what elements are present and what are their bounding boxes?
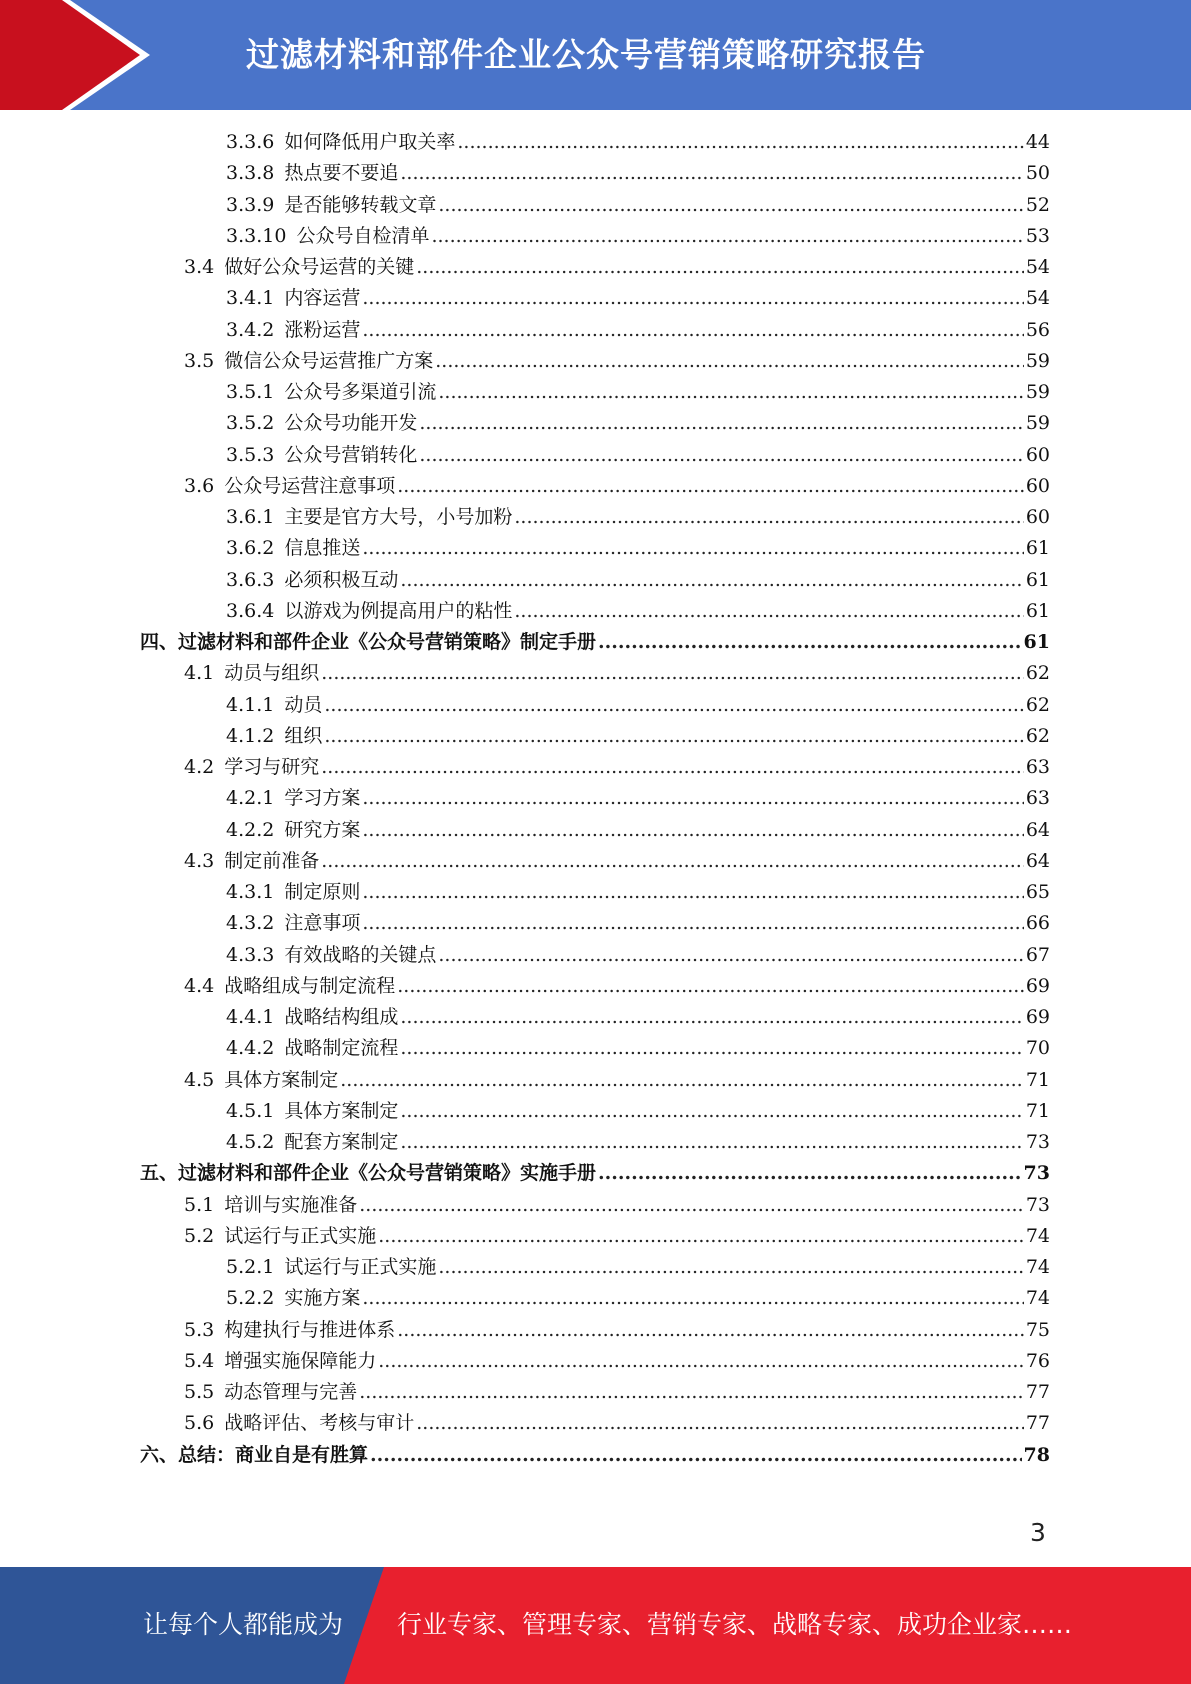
toc-entry-number: 5.2.1: [226, 1256, 275, 1278]
toc-entry-number: 3.3.6: [226, 131, 275, 153]
toc-entry-number: 5.4: [184, 1349, 215, 1372]
toc-entry-page: 61: [1025, 599, 1050, 622]
toc-entry-title: 培训与实施准备: [224, 1193, 358, 1216]
toc-entry[interactable]: [140, 1002, 1050, 1033]
toc-leader-dots: [419, 440, 1023, 471]
toc-entry-title: 配套方案制定: [284, 1131, 399, 1153]
toc-entry-number: 3.6.1: [226, 506, 275, 528]
toc-entry-page: 59: [1025, 412, 1050, 435]
toc-leader-dots: [435, 346, 1024, 377]
toc-leader-dots: [457, 127, 1023, 158]
toc-leader-dots: [362, 1283, 1023, 1314]
toc-entry-page: 75: [1025, 1318, 1050, 1341]
toc-entry-title: 公众号自检清单: [296, 224, 430, 247]
toc-entry[interactable]: [140, 471, 1050, 502]
toc-entry-page: 50: [1025, 162, 1050, 185]
page-header: [0, 0, 1191, 110]
toc-leader-dots: [321, 752, 1024, 783]
toc-entry-page: 63: [1025, 787, 1050, 810]
toc-entry[interactable]: [140, 783, 1050, 814]
toc-leader-dots: [438, 940, 1023, 971]
toc-entry-page: 44: [1025, 131, 1050, 153]
toc-entry[interactable]: [140, 283, 1050, 314]
toc-entry-number: 4.4.1: [226, 1006, 275, 1028]
toc-entry-title: 学习与研究: [224, 756, 320, 778]
toc-entry-page: 62: [1025, 724, 1050, 747]
toc-entry-page: 73: [1023, 1162, 1050, 1185]
toc-entry-title: 研究方案: [284, 818, 361, 841]
toc-entry-title: 必须积极互动: [284, 568, 399, 591]
toc-entry-number: 3.5.3: [226, 443, 275, 466]
toc-leader-dots: [514, 596, 1023, 627]
toc-entry-title: 公众号功能开发: [284, 412, 418, 435]
toc-entry[interactable]: [140, 658, 1050, 689]
toc-leader-dots: [400, 1033, 1023, 1064]
toc-entry-number: 3.6.3: [226, 568, 275, 591]
toc-entry-number: 3.6: [184, 474, 215, 497]
toc-leader-dots: [438, 377, 1023, 408]
toc-leader-dots: [431, 221, 1023, 252]
toc-entry[interactable]: [140, 1065, 1050, 1096]
toc-entry-page: 69: [1025, 1006, 1050, 1028]
toc-entry[interactable]: [140, 315, 1050, 346]
toc-entry[interactable]: [140, 190, 1050, 221]
toc-entry[interactable]: [140, 1315, 1050, 1346]
toc-entry-title: 战略组成与制定流程: [224, 974, 396, 997]
toc-leader-dots: [324, 690, 1023, 721]
toc-entry-number: 3.4: [184, 256, 215, 278]
toc-leader-dots: [359, 1377, 1024, 1408]
toc-entry-page: 59: [1025, 381, 1050, 403]
toc-leader-dots: [321, 846, 1024, 877]
toc-leader-dots: [362, 283, 1023, 314]
toc-leader-dots: [370, 1440, 1022, 1471]
table-of-contents: [140, 127, 1050, 1471]
toc-leader-dots: [419, 408, 1023, 439]
toc-entry-title: 增强实施保障能力: [224, 1349, 377, 1372]
toc-entry-title: 组织: [284, 724, 323, 747]
toc-leader-dots: [378, 1346, 1024, 1377]
toc-leader-dots: [400, 1002, 1023, 1033]
toc-entry-page: 76: [1025, 1349, 1050, 1372]
toc-entry-title: 内容运营: [284, 287, 361, 310]
toc-entry-page: 78: [1023, 1443, 1050, 1466]
toc-leader-dots: [362, 533, 1023, 564]
toc-entry-title: 公众号多渠道引流: [284, 381, 437, 403]
toc-entry[interactable]: [140, 752, 1050, 783]
toc-entry-page: 74: [1025, 1224, 1050, 1247]
toc-entry[interactable]: [140, 1408, 1050, 1439]
toc-entry-page: 64: [1025, 849, 1050, 872]
toc-entry-page: 71: [1025, 1099, 1050, 1122]
toc-leader-dots: [362, 877, 1023, 908]
toc-entry-title: 六、总结：商业自是有胜算: [140, 1443, 369, 1466]
toc-entry[interactable]: [140, 1440, 1050, 1471]
toc-leader-dots: [340, 1065, 1024, 1096]
toc-entry-number: 4.5.2: [226, 1131, 275, 1153]
toc-leader-dots: [400, 158, 1023, 189]
toc-entry-page: 67: [1025, 943, 1050, 966]
toc-entry-title: 制定原则: [284, 881, 361, 903]
toc-entry-number: 5.1: [184, 1193, 215, 1216]
toc-entry-page: 54: [1025, 287, 1050, 310]
toc-entry-title: 以游戏为例提高用户的粘性: [284, 599, 513, 622]
toc-entry-page: 60: [1025, 506, 1050, 528]
toc-entry-title: 是否能够转载文章: [284, 193, 437, 216]
toc-entry-number: 3.6.2: [226, 537, 275, 560]
toc-entry[interactable]: [140, 533, 1050, 564]
toc-entry[interactable]: [140, 721, 1050, 752]
toc-entry-page: 70: [1025, 1037, 1050, 1060]
toc-leader-dots: [359, 1190, 1024, 1221]
toc-entry[interactable]: [140, 502, 1050, 533]
toc-entry-page: 77: [1025, 1381, 1050, 1403]
toc-entry-page: 54: [1025, 256, 1050, 278]
toc-entry-title: 战略结构组成: [284, 1006, 399, 1028]
toc-entry-page: 69: [1025, 974, 1050, 997]
toc-entry-page: 61: [1025, 568, 1050, 591]
toc-entry-number: 4.3: [184, 849, 215, 872]
toc-leader-dots: [598, 627, 1022, 658]
toc-entry-page: 65: [1025, 881, 1050, 903]
toc-leader-dots: [416, 1408, 1024, 1439]
toc-entry-page: 61: [1023, 631, 1050, 653]
toc-entry-title: 公众号营销转化: [284, 443, 418, 466]
toc-leader-dots: [416, 252, 1024, 283]
toc-entry-number: 3.3.10: [226, 224, 287, 247]
toc-entry-page: 74: [1025, 1256, 1050, 1278]
toc-entry[interactable]: [140, 971, 1050, 1002]
toc-leader-dots: [362, 908, 1023, 939]
toc-entry-number: 4.2.1: [226, 787, 275, 810]
toc-entry[interactable]: [140, 1096, 1050, 1127]
toc-entry-title: 热点要不要追: [284, 162, 399, 185]
toc-entry-page: 73: [1025, 1131, 1050, 1153]
toc-entry-title: 学习方案: [284, 787, 361, 810]
toc-entry-page: 71: [1025, 1068, 1050, 1091]
toc-entry-title: 动态管理与完善: [224, 1381, 358, 1403]
toc-leader-dots: [400, 565, 1023, 596]
toc-entry[interactable]: [140, 408, 1050, 439]
toc-entry-title: 公众号运营注意事项: [224, 474, 396, 497]
toc-entry[interactable]: [140, 1221, 1050, 1252]
toc-entry-page: 60: [1025, 474, 1050, 497]
report-title: 过滤材料和部件企业公众号营销策略研究报告: [246, 35, 926, 74]
toc-entry-number: 4.5: [184, 1068, 215, 1091]
toc-leader-dots: [397, 971, 1024, 1002]
toc-entry-title: 五、过滤材料和部件企业《公众号营销策略》实施手册: [140, 1162, 597, 1185]
toc-entry-page: 74: [1025, 1287, 1050, 1310]
toc-entry[interactable]: [140, 627, 1050, 658]
toc-leader-dots: [438, 190, 1023, 221]
toc-entry[interactable]: [140, 221, 1050, 252]
toc-entry[interactable]: [140, 127, 1050, 158]
footer-slogan: 让每个人都能成为: [143, 1610, 344, 1639]
toc-leader-dots: [400, 1096, 1023, 1127]
toc-entry-number: 5.2.2: [226, 1287, 275, 1310]
toc-entry-number: 4.1.1: [226, 693, 275, 716]
toc-entry[interactable]: [140, 252, 1050, 283]
toc-entry-title: 具体方案制定: [284, 1099, 399, 1122]
toc-entry-number: 4.5.1: [226, 1099, 275, 1122]
toc-entry[interactable]: [140, 565, 1050, 596]
toc-entry-page: 53: [1025, 224, 1050, 247]
page-number: 3: [1030, 1518, 1046, 1547]
footer-roles: 行业专家、管理专家、营销专家、战略专家、成功企业家……: [397, 1610, 1073, 1639]
toc-entry-number: 4.4: [184, 974, 215, 997]
toc-entry[interactable]: [140, 940, 1050, 971]
toc-entry-page: 62: [1025, 662, 1050, 685]
toc-entry-page: 59: [1025, 349, 1050, 372]
toc-entry-title: 试运行与正式实施: [284, 1256, 437, 1278]
toc-entry-page: 63: [1025, 756, 1050, 778]
toc-entry-number: 3.3.9: [226, 193, 275, 216]
toc-entry-number: 5.5: [184, 1381, 215, 1403]
toc-entry-number: 3.4.1: [226, 287, 275, 310]
toc-entry-number: 5.2: [184, 1224, 215, 1247]
toc-entry[interactable]: [140, 1158, 1050, 1189]
toc-entry-number: 4.2.2: [226, 818, 275, 841]
toc-entry[interactable]: [140, 908, 1050, 939]
toc-entry-number: 4.4.2: [226, 1037, 275, 1060]
toc-entry[interactable]: [140, 1190, 1050, 1221]
toc-entry[interactable]: [140, 690, 1050, 721]
toc-entry-number: 3.4.2: [226, 318, 275, 341]
toc-entry-page: 62: [1025, 693, 1050, 716]
toc-entry-number: 3.3.8: [226, 162, 275, 185]
toc-entry-title: 动员: [284, 693, 323, 716]
header-chevron-shape: [0, 0, 160, 110]
toc-entry-title: 制定前准备: [224, 849, 320, 872]
toc-entry-page: 60: [1025, 443, 1050, 466]
toc-entry-title: 做好公众号运营的关键: [224, 256, 415, 278]
toc-entry-number: 4.2: [184, 756, 215, 778]
toc-entry-title: 如何降低用户取关率: [284, 131, 456, 153]
toc-entry-number: 5.3: [184, 1318, 215, 1341]
toc-entry-page: 77: [1025, 1412, 1050, 1435]
toc-entry-title: 主要是官方大号，小号加粉: [284, 506, 513, 528]
toc-entry[interactable]: [140, 1252, 1050, 1283]
toc-leader-dots: [514, 502, 1023, 533]
toc-entry-number: 3.5.1: [226, 381, 275, 403]
toc-entry[interactable]: [140, 1283, 1050, 1314]
toc-entry[interactable]: [140, 1033, 1050, 1064]
toc-entry-page: 56: [1025, 318, 1050, 341]
toc-entry-title: 实施方案: [284, 1287, 361, 1310]
toc-leader-dots: [324, 721, 1023, 752]
toc-entry-page: 73: [1025, 1193, 1050, 1216]
toc-entry-title: 微信公众号运营推广方案: [224, 349, 434, 372]
toc-entry-title: 构建执行与推进体系: [224, 1318, 396, 1341]
toc-entry-number: 4.3.3: [226, 943, 275, 966]
toc-entry-number: 4.3.1: [226, 881, 275, 903]
toc-entry-number: 3.5: [184, 349, 215, 372]
toc-leader-dots: [397, 1315, 1024, 1346]
toc-entry[interactable]: [140, 877, 1050, 908]
toc-entry-title: 动员与组织: [224, 662, 320, 685]
toc-entry-title: 战略制定流程: [284, 1037, 399, 1060]
toc-entry-number: 3.6.4: [226, 599, 275, 622]
toc-entry-page: 66: [1025, 912, 1050, 935]
toc-leader-dots: [362, 315, 1023, 346]
toc-leader-dots: [362, 815, 1023, 846]
toc-entry[interactable]: [140, 158, 1050, 189]
toc-leader-dots: [378, 1221, 1024, 1252]
toc-leader-dots: [321, 658, 1024, 689]
toc-leader-dots: [362, 783, 1023, 814]
toc-entry-title: 四、过滤材料和部件企业《公众号营销策略》制定手册: [140, 631, 597, 653]
toc-leader-dots: [397, 471, 1024, 502]
toc-leader-dots: [598, 1158, 1022, 1189]
toc-entry-title: 有效战略的关键点: [284, 943, 437, 966]
page-footer: [0, 1567, 1191, 1684]
toc-entry-page: 52: [1025, 193, 1050, 216]
toc-entry-title: 注意事项: [284, 912, 361, 935]
toc-entry-page: 64: [1025, 818, 1050, 841]
toc-entry-number: 5.6: [184, 1412, 215, 1435]
toc-entry[interactable]: [140, 846, 1050, 877]
toc-leader-dots: [438, 1252, 1023, 1283]
toc-entry-number: 3.5.2: [226, 412, 275, 435]
toc-entry-number: 4.3.2: [226, 912, 275, 935]
toc-entry-page: 61: [1025, 537, 1050, 560]
toc-entry[interactable]: [140, 377, 1050, 408]
toc-entry[interactable]: [140, 1346, 1050, 1377]
toc-entry-title: 涨粉运营: [284, 318, 361, 341]
toc-entry-number: 4.1.2: [226, 724, 275, 747]
toc-entry[interactable]: [140, 815, 1050, 846]
toc-entry[interactable]: [140, 1377, 1050, 1408]
toc-entry[interactable]: [140, 1127, 1050, 1158]
toc-entry[interactable]: [140, 346, 1050, 377]
toc-entry-title: 信息推送: [284, 537, 361, 560]
toc-entry[interactable]: [140, 440, 1050, 471]
toc-entry-number: 4.1: [184, 662, 215, 685]
toc-entry-title: 战略评估、考核与审计: [224, 1412, 415, 1435]
toc-entry-title: 具体方案制定: [224, 1068, 339, 1091]
toc-leader-dots: [400, 1127, 1023, 1158]
toc-entry[interactable]: [140, 596, 1050, 627]
toc-entry-title: 试运行与正式实施: [224, 1224, 377, 1247]
